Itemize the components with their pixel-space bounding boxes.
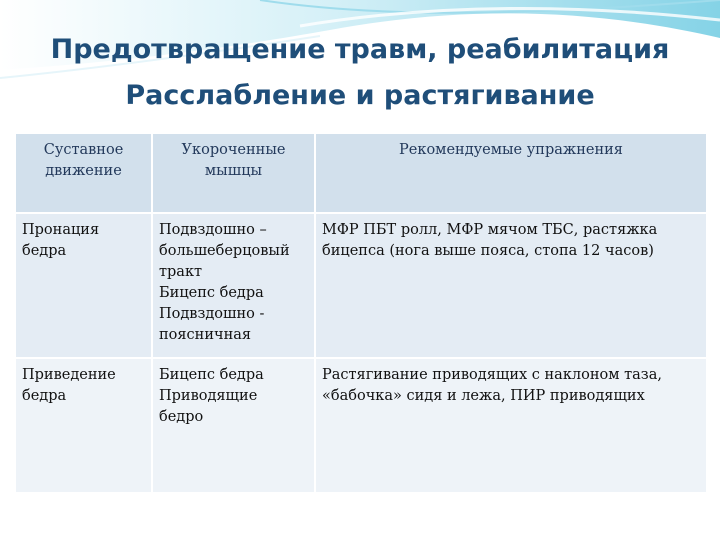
- cell-text: бицепса (нога выше пояса, стопа 12 часов): [322, 243, 654, 260]
- header-text: мышцы: [204, 163, 263, 180]
- cell-text: Приводящие: [159, 388, 258, 405]
- header-text: Суставное: [43, 142, 124, 158]
- cell-text: МФР ПБТ ролл, МФР мячом ТБС, растяжка: [322, 222, 658, 238]
- cell-text: бедра: [22, 243, 67, 260]
- cell-text: Подвздошно -: [159, 306, 265, 323]
- page-title: Предотвращение травм, реабилитация: [50, 34, 670, 65]
- cell-text: бедро: [159, 409, 204, 426]
- page-subtitle: Расслабление и растягивание: [125, 80, 595, 111]
- cell-exercises: [315, 358, 707, 493]
- cell-text: Растягивание приводящих с наклоном таза,: [322, 367, 662, 383]
- table-header-row: [15, 133, 707, 213]
- cell-muscles: [152, 213, 315, 358]
- cell-text: поясничная: [159, 327, 252, 344]
- header-joint-motion: [15, 133, 152, 213]
- cell-text: большеберцовый: [159, 243, 290, 260]
- cell-text: тракт: [159, 264, 203, 281]
- cell-text: «бабочка» сидя и лежа, ПИР приводящих: [322, 388, 645, 405]
- header-text: Укороченные: [181, 142, 286, 158]
- table-row: [15, 358, 707, 493]
- exercise-table: [14, 132, 708, 494]
- cell-text: Подвздошно –: [159, 222, 267, 238]
- cell-text: Пронация: [22, 222, 100, 238]
- cell-text: Бицепс бедра: [159, 285, 264, 302]
- cell-motion: [15, 358, 152, 493]
- cell-text: бедра: [22, 388, 67, 405]
- header-text: движение: [45, 163, 122, 180]
- table-row: [15, 213, 707, 358]
- header-shortened-muscles: [152, 133, 315, 213]
- header-recommended-exercises: [315, 133, 707, 213]
- cell-muscles: [152, 358, 315, 493]
- header-text: Рекомендуемые упражнения: [399, 142, 623, 158]
- cell-exercises: [315, 213, 707, 358]
- cell-text: Приведение: [22, 367, 116, 383]
- cell-motion: [15, 213, 152, 358]
- cell-text: Бицепс бедра: [159, 367, 264, 383]
